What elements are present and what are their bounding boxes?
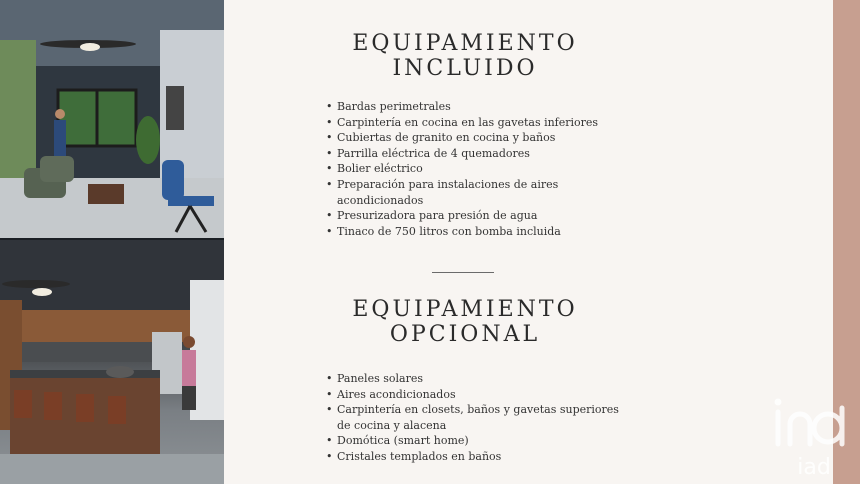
list-item: • Cubiertas de granito en cocina y baños [326, 130, 626, 146]
interior-renders [0, 0, 224, 484]
optional-list [326, 371, 626, 465]
iad-logo-mark [770, 394, 856, 480]
title-included-line1: EQUIPAMIENTO [352, 31, 578, 56]
included-list [326, 99, 626, 239]
list-item: • Carpintería en cocina en las gavetas inferiores [326, 115, 626, 131]
list-item: • Tinaco de 750 litros con bomba incluida [326, 224, 626, 240]
list-item: • Presurizadora para presión de agua [326, 208, 626, 224]
title-optional-line2: OPCIONAL [389, 322, 541, 347]
list-item: • Paneles solares [326, 371, 626, 387]
living-room-render [0, 0, 224, 238]
logo-text: iad [797, 455, 831, 480]
list-item: • Preparación para instalaciones de aires acondicionados [326, 177, 626, 208]
section-title-optional [260, 297, 670, 347]
list-item: • Cristales templados en baños [326, 449, 626, 465]
list-item: • Parrilla eléctrica de 4 quemadores [326, 146, 626, 162]
list-item: • Bardas perimetrales [326, 99, 626, 115]
title-optional-line1: EQUIPAMIENTO [352, 297, 578, 322]
title-included-line2: INCLUIDO [392, 56, 538, 81]
section-divider [432, 272, 494, 273]
list-item: • Domótica (smart home) [326, 433, 626, 449]
list-item: • Bolier eléctrico [326, 161, 626, 177]
list-item: • Aires acondicionados [326, 387, 626, 403]
list-item: • Carpintería en closets, baños y gavetas superiores de cocina y alacena [326, 402, 626, 433]
kitchen-render [0, 240, 224, 484]
iad-logo [770, 394, 856, 480]
section-title-included [260, 31, 670, 81]
